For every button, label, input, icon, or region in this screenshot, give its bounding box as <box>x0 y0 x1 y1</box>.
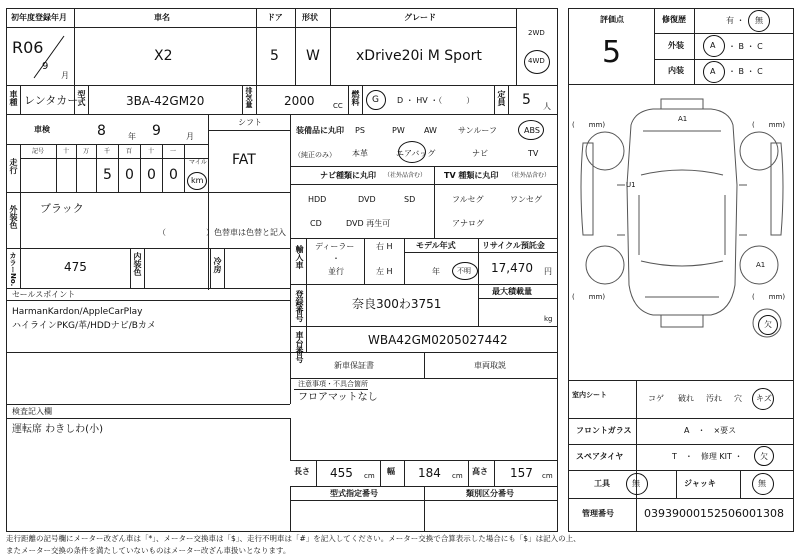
mileage-label: 走行 <box>9 158 18 174</box>
import-dot: ・ <box>332 254 340 263</box>
warranty-new-car: 新車保証書 <box>334 361 374 370</box>
mark-a1-wheel: A1 <box>756 261 766 269</box>
mileage-header-one: 一 <box>170 148 177 155</box>
import-left-h: 左 H <box>376 267 393 276</box>
use-label: 車種 <box>9 90 18 106</box>
width-label: 幅 <box>387 467 395 476</box>
color-label: 外装色 <box>9 205 18 229</box>
length-value: 455 <box>330 466 353 480</box>
spare-value: T ・ 修理 KIT ・ <box>672 452 743 461</box>
equip-sunroof: サンルーフ <box>458 126 497 135</box>
fuel-g: G <box>372 95 379 105</box>
interior-selected: A <box>710 67 716 76</box>
inspection-month-unit: 月 <box>186 132 194 141</box>
nav-dvd: DVD <box>358 195 376 204</box>
equip-abs: ABS <box>524 126 540 135</box>
registration-value: 奈良300わ3751 <box>352 297 442 311</box>
height-unit: cm <box>542 472 553 480</box>
first-reg-label: 初年度登録年月 <box>11 13 67 22</box>
diagram-missing: 欠 <box>764 320 772 329</box>
mileage-header-hundred: 百 <box>126 148 133 155</box>
sheet-dirt: 汚れ <box>706 394 722 403</box>
first-reg-month: 9 <box>42 61 49 72</box>
spare-label: スペアタイヤ <box>576 452 624 461</box>
repair-options: 有 ・ <box>726 16 745 25</box>
equip-leather: 本革 <box>352 149 368 158</box>
mileage-digit-2: 0 <box>125 167 134 183</box>
shape-label: 形状 <box>302 13 318 22</box>
chassis-label: 車台番号 <box>295 331 304 363</box>
door-label: ドア <box>267 13 283 22</box>
first-reg-era: R06 <box>12 38 44 57</box>
mileage-header-hundred-thousand: 十 <box>63 148 70 155</box>
mileage-header-ten: 十 <box>148 148 155 155</box>
tv-fullseg: フルセグ <box>452 195 484 204</box>
interior-sheet-label: 室内シート <box>572 391 607 399</box>
shift-value: FAT <box>232 152 256 168</box>
sheet-tear: 破れ <box>678 394 694 403</box>
car-name: X2 <box>154 48 173 64</box>
drive-4wd: 4WD <box>528 57 545 65</box>
disp-unit: CC <box>333 102 343 110</box>
ac-label: 冷房 <box>213 257 222 273</box>
interior-rest: ・ B ・ C <box>728 67 763 76</box>
jack-label: ジャッキ <box>684 479 716 488</box>
nav-hdd: HDD <box>308 195 327 204</box>
model-label: 型式 <box>77 90 86 106</box>
score-value: 5 <box>602 35 622 70</box>
sales-point-line2: ハイラインPKG/革/HDDナビ/Bカメ <box>12 321 156 331</box>
import-parallel: 並行 <box>328 267 344 276</box>
mark-u1: U1 <box>626 181 636 189</box>
footer-line2: またメーター交換の条件を満たしていないものはメーター改ざん車扱いとなります。 <box>6 546 291 555</box>
nav-cd: CD <box>310 219 322 228</box>
sheet-hole: 穴 <box>734 394 742 403</box>
width-unit: cm <box>452 472 463 480</box>
sheet-scratch: キズ <box>756 394 772 403</box>
length-unit: cm <box>364 472 375 480</box>
bracket-tr: ( mm) <box>752 121 786 129</box>
nav-header: ナビ種類に丸印 <box>320 171 376 180</box>
inspector-label: 検査記入欄 <box>12 407 52 416</box>
category-label: 類別区分番号 <box>466 489 514 498</box>
mileage-digit-4: 0 <box>169 167 178 183</box>
equipment-label: 装備品に丸印 <box>296 126 344 135</box>
tv-oneseg: ワンセグ <box>510 195 542 204</box>
sales-point-line1: HarmanKardon/AppleCarPlay <box>12 307 143 317</box>
mileage-digit-1: 5 <box>103 167 112 183</box>
exterior-rest: ・ B ・ C <box>728 42 763 51</box>
sheet-burn: コゲ <box>648 394 664 403</box>
equip-aw: AW <box>424 126 437 135</box>
import-dealer: ディーラー <box>315 242 355 251</box>
mileage-digit-3: 0 <box>147 167 156 183</box>
cap-unit: 人 <box>543 102 551 111</box>
shape-value: W <box>306 48 320 64</box>
equip-ps: PS <box>355 126 365 135</box>
model-value: 3BA-42GM20 <box>126 94 205 108</box>
spare-selected: 欠 <box>760 452 768 461</box>
warranty-manual: 車両取説 <box>474 361 506 370</box>
bracket-tl: ( mm) <box>572 121 606 129</box>
mileage-km: km <box>191 176 204 185</box>
equip-pw: PW <box>392 126 405 135</box>
mark-a1-top: A1 <box>678 115 688 123</box>
repair-selected: 無 <box>755 16 763 25</box>
height-label: 高さ <box>472 467 488 476</box>
import-right-h: 右 H <box>376 242 393 251</box>
equip-tv: TV <box>528 149 539 158</box>
interior-label: 内装 <box>668 66 684 75</box>
nav-sd: SD <box>404 195 416 204</box>
height-value: 157 <box>510 466 533 480</box>
interior-color-label: 内装色 <box>133 252 142 276</box>
tools-selected: 無 <box>632 479 640 488</box>
import-label: 輸入車 <box>295 245 304 269</box>
notes-value: フロアマットなし <box>298 392 378 403</box>
exterior-selected: A <box>710 41 716 50</box>
first-reg-month-unit: 月 <box>61 71 69 80</box>
mileage-mile-label: マイル <box>189 159 207 166</box>
grade-label: グレード <box>404 13 436 22</box>
fuel-rest: D ・ HV ・（ ） <box>397 96 475 105</box>
management-value: 0393900015250600130‌8 <box>644 507 784 520</box>
model-year-unit: 年 <box>432 267 440 276</box>
equip-navi: ナビ <box>472 149 488 158</box>
fuel-label: 燃料 <box>351 90 360 106</box>
sales-point-label: セールスポイント <box>12 290 76 299</box>
recycle-value: 17,470 <box>491 261 533 275</box>
designation-label: 型式指定番号 <box>330 489 378 498</box>
registration-label: 登録番号 <box>295 290 304 322</box>
repair-label: 修復歴 <box>662 15 686 24</box>
max-load-label: 最大積載量 <box>492 287 532 296</box>
inspection-year: 8 <box>97 123 106 139</box>
inspection-label: 車検 <box>34 125 50 134</box>
recycle-yen: 円 <box>544 267 552 276</box>
length-label: 長さ <box>294 467 310 476</box>
inspection-year-unit: 年 <box>128 132 136 141</box>
airbag-circle <box>398 141 426 163</box>
model-year-label: モデル年式 <box>416 241 456 250</box>
inspector-value: 運転席 わきしわ(小) <box>12 424 103 435</box>
cap-label: 定員 <box>497 90 506 106</box>
nav-dvd-play: DVD 再生可 <box>346 219 391 228</box>
jack-selected: 無 <box>758 479 766 488</box>
capacity: 5 <box>522 92 531 108</box>
bracket-br: ( mm) <box>752 293 786 301</box>
color-no: 475 <box>64 260 87 274</box>
tools-label: 工具 <box>594 479 610 488</box>
model-year-unknown: 不明 <box>457 267 471 275</box>
glass-value: A ・ ×要ス <box>684 426 737 435</box>
mileage-header-ten-thousand: 万 <box>83 148 90 155</box>
management-label: 管理番号 <box>582 509 614 518</box>
disp-label: 排気量 <box>245 87 253 108</box>
mileage-header-thousand: 千 <box>104 148 111 155</box>
equipment-sub-label: （純正のみ） <box>294 151 336 159</box>
score-label: 評価点 <box>600 15 624 24</box>
mileage-header-symbol: 記号 <box>32 148 45 155</box>
exterior-label: 外装 <box>668 41 684 50</box>
use-value: レンタカー <box>24 94 79 107</box>
equip-airbag: エアバッグ <box>396 149 436 158</box>
shift-label: シフト <box>238 118 262 127</box>
recycle-label: リサイクル預託金 <box>482 241 545 250</box>
footer-line1: 走行距離の記号欄にメーター改ざん車は「*」、メーター交換車は「$」、走行不明車は「#」を記入してください。メーター交換で合算表示した場合にも「$」は記入の上、 <box>6 534 581 543</box>
tv-header: TV 種類に丸印 <box>444 171 499 180</box>
nav-header-sub: （社外品含む） <box>384 172 427 179</box>
bracket-bl: ( mm) <box>572 293 606 301</box>
color-note: （ ）色替車は色替と記入 <box>158 228 286 237</box>
car-name-label: 車名 <box>154 13 170 22</box>
notes-label: 注意事項・不具合箇所 <box>298 380 368 388</box>
tv-analog: アナログ <box>452 219 484 228</box>
inspection-month: 9 <box>152 123 161 139</box>
drive-2wd: 2WD <box>528 29 545 37</box>
width-value: 184 <box>418 466 441 480</box>
door-count: 5 <box>270 48 279 64</box>
glass-label: フロントガラス <box>576 426 632 435</box>
grade-value: xDrive20i M Sport <box>356 48 482 64</box>
max-load-unit: kg <box>544 315 553 323</box>
color-no-label: カラーNo. <box>9 252 17 287</box>
displacement: 2000 <box>284 94 315 108</box>
chassis-value: WBA42GM0205027442 <box>368 333 508 347</box>
tv-header-sub: （社外品含む） <box>508 172 551 179</box>
color-value: ブラック <box>40 202 84 215</box>
